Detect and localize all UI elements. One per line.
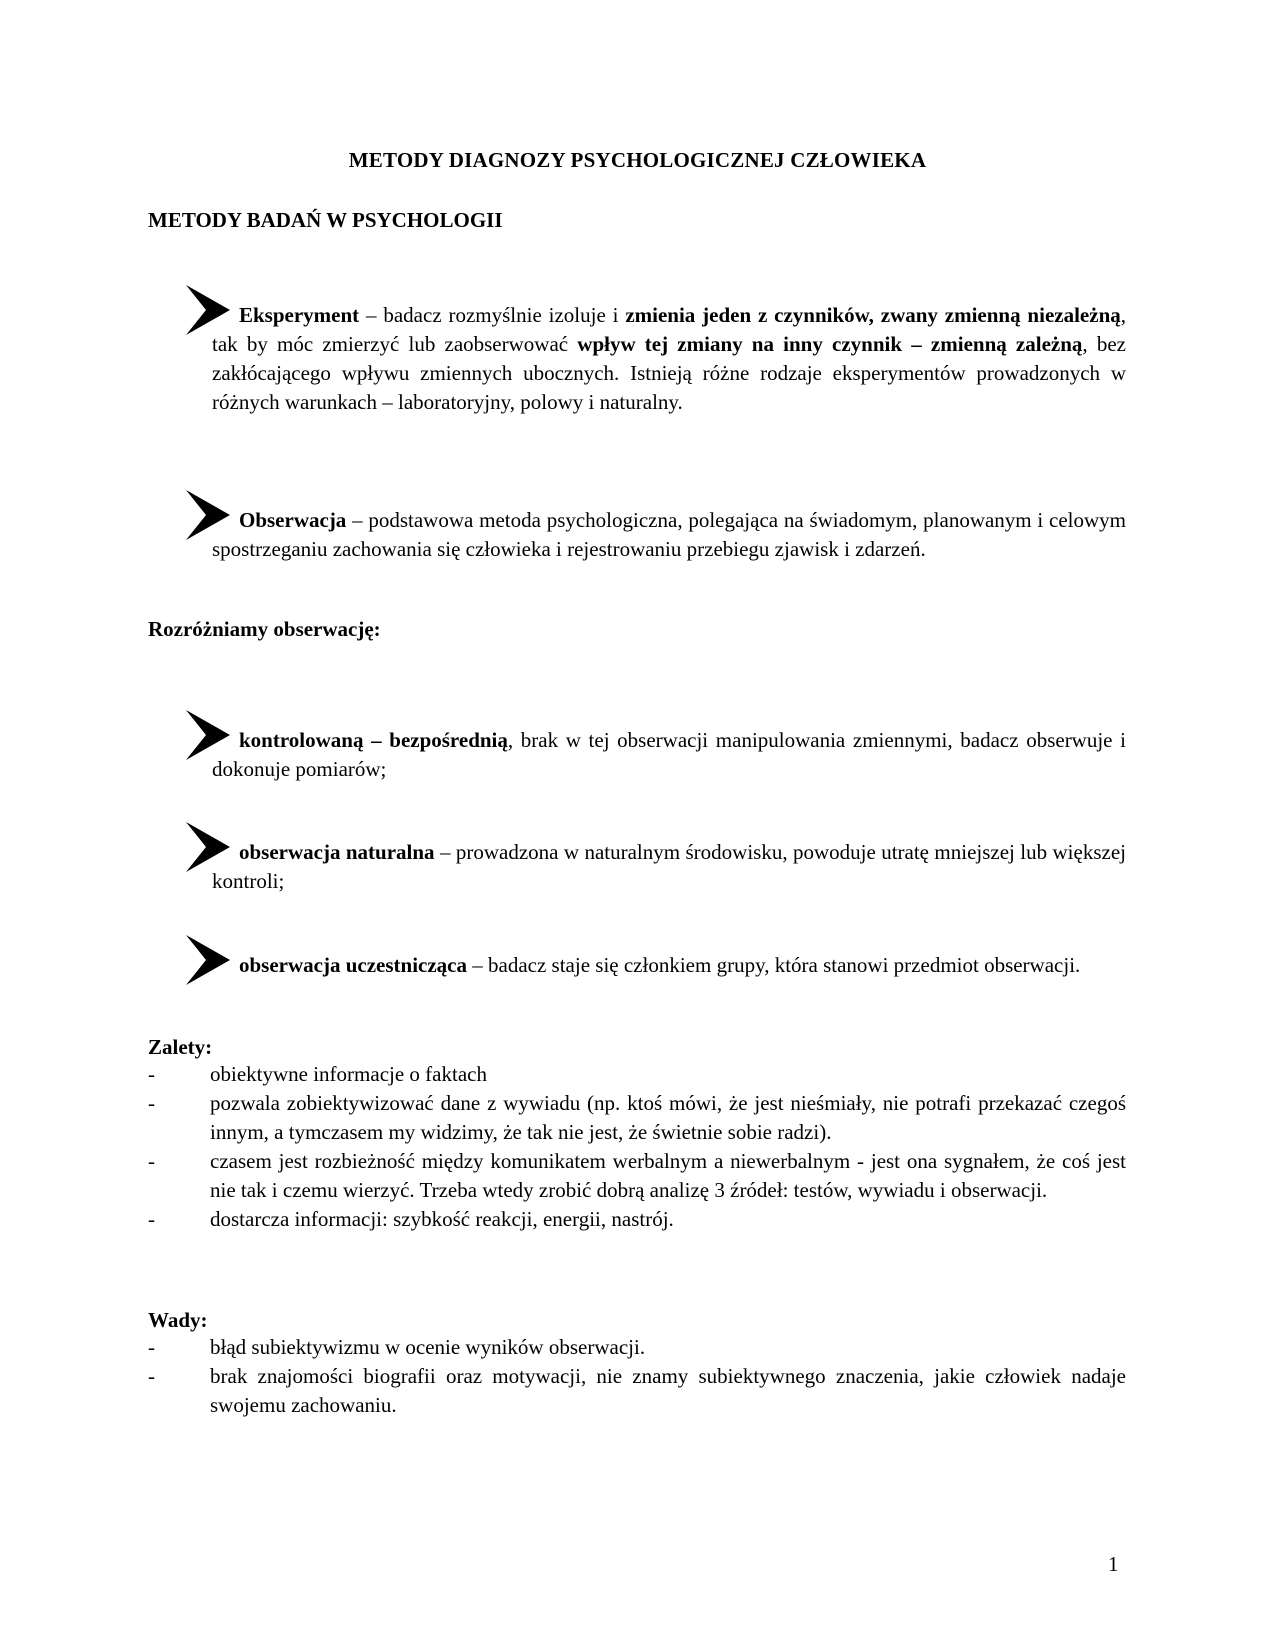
list-item	[148, 1060, 1126, 1089]
rozrozniamy-heading: Rozróżniamy obserwację:	[148, 617, 381, 641]
wady-list	[148, 1333, 1126, 1420]
dash-marker: -	[148, 1364, 155, 1388]
entry-type-2	[184, 820, 1126, 896]
entry-eksperyment	[184, 283, 1126, 417]
section-title: METODY BADAŃ W PSYCHOLOGII	[148, 208, 503, 232]
entry-type-1	[184, 708, 1126, 784]
type-1-text: , brak w tej obserwacji manipulowania zmiennymi, badacz obserwuje i dokonuje pomiarów;	[212, 728, 1126, 781]
term-uczestniczaca: obserwacja uczestnicząca	[239, 953, 468, 977]
wady-heading: Wady:	[148, 1308, 208, 1332]
term-eksperyment: Eksperyment	[239, 303, 360, 327]
term-naturalna: obserwacja naturalna	[239, 840, 435, 864]
dash-marker: -	[148, 1207, 155, 1231]
zalety-list	[148, 1060, 1126, 1234]
arrowhead-bullet-icon	[184, 488, 232, 542]
dash-marker: -	[148, 1335, 155, 1359]
zalety-heading: Zalety:	[148, 1035, 213, 1059]
dash-marker: -	[148, 1149, 155, 1173]
eksperyment-bold-1: zmienia jeden z czynników, zwany zmienną niezależną	[625, 303, 1121, 327]
zalety-item-text: dostarcza informacji: szybkość reakcji, energii, nastrój.	[210, 1207, 674, 1231]
arrowhead-bullet-icon	[184, 933, 232, 987]
zalety-item-text: obiektywne informacje o faktach	[210, 1062, 487, 1086]
entry-obserwacja	[184, 488, 1126, 564]
list-item	[148, 1147, 1126, 1205]
list-item	[148, 1333, 1126, 1362]
eksperyment-text-1: – badacz rozmyślnie izoluje i	[359, 303, 626, 327]
arrowhead-bullet-icon	[184, 283, 232, 337]
type-2-text: – prowadzona w naturalnym środowisku, powoduje utratę mniejszej lub większej kontroli;	[212, 840, 1126, 893]
arrowhead-bullet-icon	[184, 708, 232, 762]
obserwacja-text: – podstawowa metoda psychologiczna, polegająca na świadomym, planowanym i celowym spostrzeganiu zachowania się człowieka i rejestrowaniu przebiegu zjawisk i zdarzeń.	[212, 508, 1126, 561]
page-title: METODY DIAGNOZY PSYCHOLOGICZNEJ CZŁOWIEKA	[348, 148, 927, 172]
wady-item-text: brak znajomości biografii oraz motywacji, nie znamy subiektywnego znaczenia, jakie człowiek nadaje swojemu zachowaniu.	[210, 1364, 1126, 1417]
eksperyment-text-2: , tak by móc zmierzyć lub zaobserwować	[212, 303, 1126, 356]
page-number: 1	[1108, 1552, 1119, 1576]
zalety-item-text: czasem jest rozbieżność między komunikatem werbalnym a niewerbalnym - jest ona sygnałem, że coś jest nie tak i czemu wierzyć. Trzeba wtedy zrobić dobrą analizę 3 źródeł: testów, wywiadu i obserwacji.	[210, 1149, 1126, 1202]
term-obserwacja: Obserwacja	[239, 508, 347, 532]
wady-item-text: błąd subiektywizmu w ocenie wyników obserwacji.	[210, 1335, 646, 1359]
arrowhead-bullet-icon	[184, 820, 232, 874]
dash-marker: -	[148, 1091, 155, 1115]
term-kontrolowana: kontrolowaną – bezpośrednią	[239, 728, 508, 752]
eksperyment-text-3: , bez zakłócającego wpływu zmiennych ubocznych. Istnieją różne rodzaje eksperymentów prowadzonych w różnych warunkach – laboratoryjny, polowy i naturalny.	[212, 332, 1126, 414]
type-3-text: – badacz staje się członkiem grupy, która stanowi przedmiot obserwacji.	[467, 953, 1081, 977]
dash-marker: -	[148, 1062, 155, 1086]
list-item	[148, 1362, 1126, 1420]
list-item	[148, 1205, 1126, 1234]
entry-type-3	[184, 933, 1126, 980]
zalety-item-text: pozwala zobiektywizować dane z wywiadu (np. ktoś mówi, że jest nieśmiały, nie potrafi przekazać czegoś innym, a tymczasem my widzimy, że tak nie jest, że świetnie sobie radzi).	[210, 1091, 1126, 1144]
eksperyment-bold-2: wpływ tej zmiany na inny czynnik – zmienną zależną	[577, 332, 1083, 356]
list-item	[148, 1089, 1126, 1147]
